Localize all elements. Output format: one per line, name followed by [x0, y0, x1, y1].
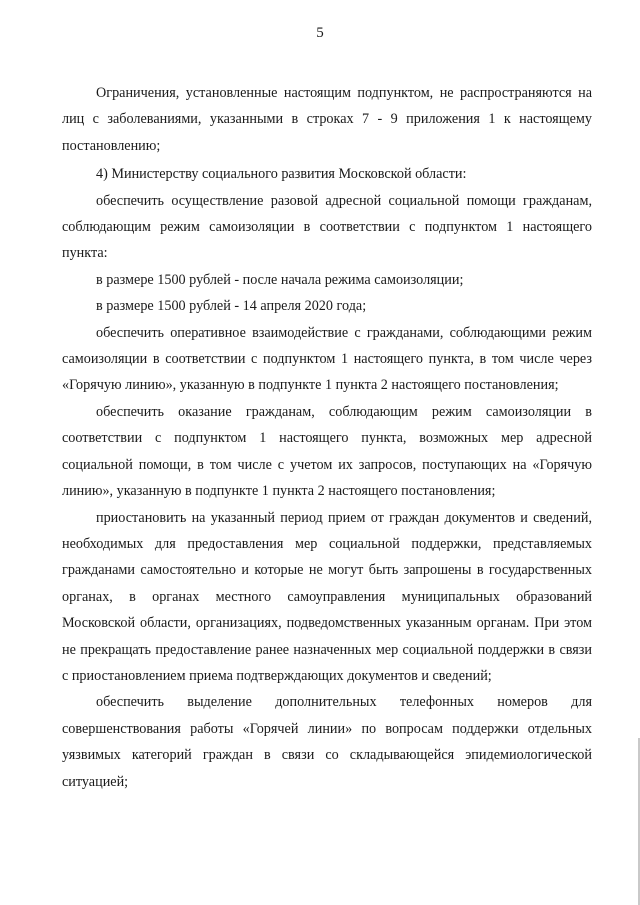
paragraph-amount-start: в размере 1500 рублей - после начала режима самоизоляции;	[96, 271, 464, 288]
page-number: 5	[316, 25, 324, 41]
paragraph-social-aid: обеспечить осуществление разовой адресной социальной помощи гражданам, соблюдающим режим самоизоляции в соответствии с подпунктом 1 настоящего пункта:	[62, 192, 592, 262]
document-body	[62, 80, 592, 795]
paragraph-suspend-documents: приостановить на указанный период прием от граждан документов и сведений, необходимых для предоставления мер социальной поддержки, представляемых гражданами самостоятельно и которые не могут быть запрошены в государственных органах, в органах местного самоуправления муниципальных образований Московской области, организациях, подведомственных указанным органам. При этом не прекращать предоставление ранее назначенных мер социальной поддержки в связи с приостановлением приема подтверждающих документов и сведений;	[62, 509, 592, 684]
paragraph-ministry-heading: 4) Министерству социального развития Московской области:	[96, 166, 467, 183]
paragraph-amount-april: в размере 1500 рублей - 14 апреля 2020 года;	[96, 298, 367, 315]
paragraph-restrictions: Ограничения, установленные настоящим подпунктом, не распространяются на лиц с заболеваниями, указанными в строках 7 - 9 приложения 1 к настоящему постановлению;	[62, 85, 592, 154]
paragraph-assistance: обеспечить оказание гражданам, соблюдающим режим самоизоляции в соответствии с подпунктом 1 настоящего пункта, возможных мер адресной социальной помощи, в том числе с учетом их запросов, поступающих на «Горячую линию», указанную в подпункте 1 пункта 2 настоящего постановления;	[62, 403, 592, 500]
paragraph-interaction: обеспечить оперативное взаимодействие с гражданами, соблюдающими режим самоизоляции в соответствии с подпунктом 1 настоящего пункта, в том числе через «Горячую линию», указанную в подпункте 1 пункта 2 настоящего постановления;	[62, 324, 592, 394]
paragraph-hotline-numbers: обеспечить выделение дополнительных телефонных номеров для совершенствования работы «Горячей линии» по вопросам поддержки отдельных уязвимых категорий граждан в связи со складывающейся эпидемиологической ситуацией;	[62, 694, 592, 790]
